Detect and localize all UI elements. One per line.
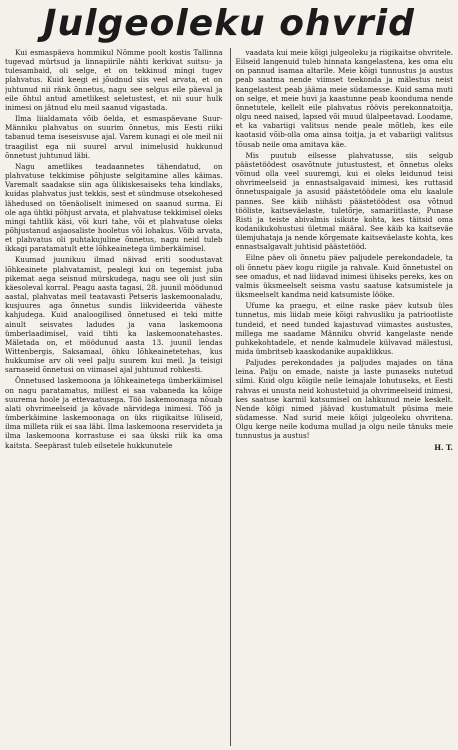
paragraph: Ufume ka praegu, et eilne raske päev kutsub üles tunnetus, mis liidab meie kõigi rahvusliku ja patriootliste tundeid, et need tunded kajastuvad viimastes austustes, millega me saadame Männiku ohvrid kangelaste nende puhkekohtadele, et nende kalmudele külvavad mälestusi, mida ümbritseb kaaskodanike aupaklikkus. [235,301,453,356]
paragraph: Ilma liialdamata võib öelda, et esmaspäevane Suur-Männiku plahvatus on suurim õnnetus, mis Eesti riiki tabanud tema iseseisvuse ajal. Varem kunagi ei ole meil nii traagilist ega nii suurel arvul inimelusid hukkunud õnnetust juhtunud läbi. [5,114,223,160]
article-columns [5,48,453,746]
paragraph: Nagu ametlikes teadaannetes tähendatud, on plahvatuse tekkimise põhjuste selgitamine alles käimas. Varemalt saadakse siin aga ülikiskesaiseks teha kindlaks, kuidas plahvatus just tekkis, sest et sündmuse otsekohesed lähedused on tõenäoliselt inimesed on saanud surma. Ei ole aga ühtki põhjust arvata, et plahvatuse tekkimisel oleks mingi tahtlik käsi, või kuri tahe, või et plahvatuse oleks põhjustanud asjaosaliste hooletus või lohakus. Võib arvata, et plahvatus oli puhtakujuline õnnetus, nagu neid tuleb ikkagi paratamatult ette lõhkeainetega ümberkäimisel. [5,161,223,254]
article-column-right [233,48,453,746]
author-signature: H. T. [434,442,453,452]
paragraph: Mis puutub eilsesse plahvatusse, siis selgub päästetöödest osavõtnute jutustustest, et õnnetus oleks võinud olla veel suuremgi, kui ei oleks leidunud teisi ohvrimeelseid ja ennastsalgavaid inimesi, kes ruttasid õnnetuspaigale ja asusid päästetöödele oma elu kaalule pannes. See käib niihästi päästetöödest osa võtnud tööliste, kaitseväelaste, tuletõrje, samariitlaste, Punase Risti ja teiste abivalmis isikute kohta, kes täitsid oma kodanikukohustusi ületmal määral. See käib ka kaitseväe ülemjuhataja ja nende kõrgemate kaitseväelaste kohta, kes ennastsalgavalt juhtisid päästetööd. [235,150,453,252]
paragraph: Kui esmaspäeva hommikul Nõmme poolt kostis Tallinna tugevad mürtsud ja linnapiirile nähti kerkivat suitsu- ja tulesambaid, oli selge, et on tekkinud mingi tugev plahvatus. Kuid keegi ei jõudnud siis veel arvata, et on juhtunud nii ränk õnnetus, nagu see selgus eile päeval ja eile õhtul antud ametlikest seletustest, et nii suur hulk inimesi on jätnud elu meil saanud vigastada. [5,48,223,112]
column-divider [230,48,231,746]
paragraph: Paljudes perekondades ja paljudes majades on täna leina. Palju on emade, naiste ja laste punaseks nutetud silmi. Kuid olgu kõigile neile leinajale lohutuseks, et Eesti rahvas ei unusta neid kohustetuid ja ohvrimeelseid inimesi, kes saatuse karmil katsumisel on lahkunud meie keskelt. Nende kõigi nimed jäävad kustumatult püsima meie südamesse. Nad surid meie kõigi julgeoleku ohvritena. Olgu kerge neile koduma mullad ja olgu neile tänuks meie tunnustus ja austus! [235,358,453,441]
article-headline: Julgeoleku ohvrid [43,3,415,44]
paragraph: vaadata kui meie kõigi julgeoleku ja riigikaitse ohvritele. Eilseid langenuid tuleb hinnata kangelastena, kes oma elu on pannud isamaa altarile. Meie kõigi tunnustus ja austus peab saatma nende viimset teekonda ja mälestus neist kangelastest peab jääma meie südamesse. Kuid sama muti on selge, et meie huvi ja kaastunne peab koonduma nende õnnetutele, kellelt eile plahvatus röövis perekonnatoitja, olgu need naised, lapsed või muud ülalpeetavad. Loodame, et ka vabariigi valitsus nende peale mõtleb, kes eile kaotasid võib-olla oma ainsa toitja, ja et vabariigi valitsus tõusab neile oma amitava käe. [235,48,453,149]
paragraph: Kuumad juunikuu ilmad näivad eriti soodustavat lõhkeainete plahvatamist, pealegi kui on tegemist juba pikemat aega seisnud mürskudega, nagu see oli just siin käesoleval korral. Peagu aasta tagasi, 28. juunil möödunud aastal, plahvatas meil teatavasti Petseris laskemoonaladu, kusjuures aga õnnetus sundis liikvideerida väheste kahjudega. Kuid analoogilised õnnetused ei teki mitte ainult seisvates ladudes ja vana laskemoona ümberlaadimisel, vaid tihti ka laskemoonatehastes. Mäletada on, et möödunud aasta 13. juunil lendas Wittenbergis, Saksamaal, õhku lõhkeainetetehas, kus hukkumise arv oli veel palju suurem kui meil. Ja teisigi sarnaseid õnnetusi on viimasel ajal juhtunud rohkesti. [5,255,223,375]
paragraph: Õnnetused laskemoona ja lõhkeainetega ümberkäimisel on nagu paratamatus, millest ei saa vabaneda ka kõige suurema hoole ja ettevaatusega. Töö laskemoonaga nõuab alati ohvrimeelseid ja kõvade närvidega inimesi. Töö ja ümberkäimine laskemoonaga on üks riigikaitse lüliseid, ilma milleta riik ei saa läbi. Ilma laskemoona reservideta ja ilma laskemoona korrastuse ei saa ükski riik ka oma kaitsta. Seepärast tuleb eilsetele hukkunutele [5,376,223,450]
article-column-left [5,48,227,746]
paragraph: Eilne päev oli õnnetu päev paljudele perekondadele, ta oli õnnetu päev kogu riigile ja rahvale. Kuid õnnetustel on see omadus, et nad liidavad inimesi ühiseks pereks, kes on valmis üksmeelselt seisma vastu saatuse katsumistele ja üksmeelselt kandma neid katsumiste lööke. [235,253,453,300]
